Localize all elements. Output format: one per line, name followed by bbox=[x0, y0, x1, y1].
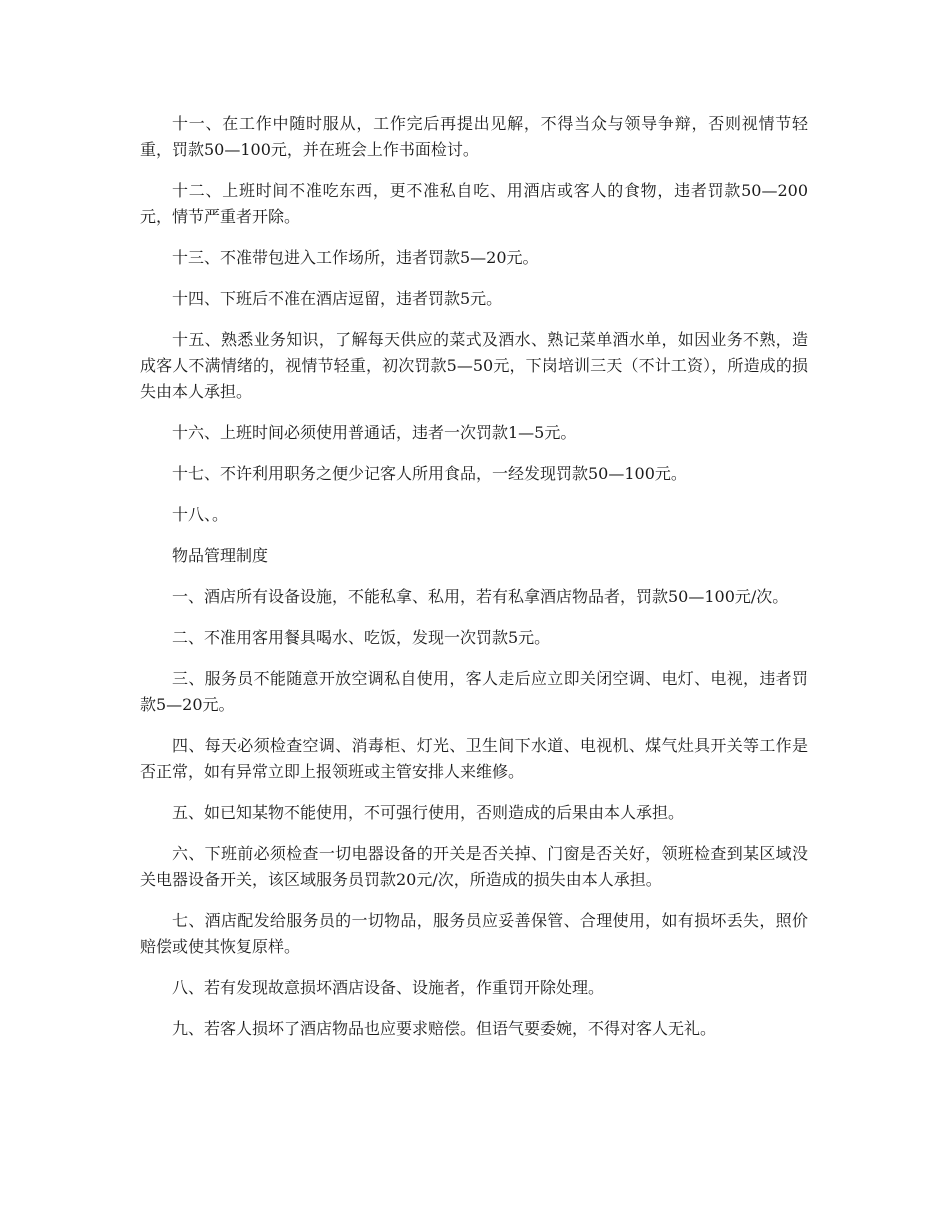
item-rule-4-paragraph: 四、每天必须检查空调、消毒柜、灯光、卫生间下水道、电视机、煤气灶具开关等工作是否正常，如有异常立即上报领班或主管安排人来维修。 bbox=[140, 736, 808, 781]
item-rule-3-paragraph: 三、服务员不能随意开放空调私自使用，客人走后应立即关闭空调、电灯、电视，违者罚款5—20元。 bbox=[140, 669, 808, 714]
document-body bbox=[140, 111, 808, 1057]
rule-13-paragraph: 十三、不准带包进入工作场所，违者罚款5—20元。 bbox=[172, 248, 539, 267]
item-rule-8-paragraph: 八、若有发现故意损坏酒店设备、设施者，作重罚开除处理。 bbox=[172, 978, 605, 997]
rule-14-paragraph: 十四、下班后不准在酒店逗留，违者罚款5元。 bbox=[172, 289, 503, 308]
rule-16-paragraph: 十六、上班时间必须使用普通话，违者一次罚款1—5元。 bbox=[172, 423, 577, 442]
item-rule-7-paragraph: 七、酒店配发给服务员的一切物品，服务员应妥善保管、合理使用，如有损坏丢失，照价赔偿或使其恢复原样。 bbox=[140, 911, 808, 956]
item-rule-2-paragraph: 二、不准用客用餐具喝水、吃饭，发现一次罚款5元。 bbox=[172, 628, 551, 647]
rule-15-paragraph: 十五、熟悉业务知识，了解每天供应的菜式及酒水、熟记菜单酒水单，如因业务不熟，造成客人不满情绪的，视情节轻重，初次罚款5—50元，下岗培训三天（不计工资），所造成的损失由本人承担。 bbox=[140, 330, 808, 401]
item-rule-1-paragraph: 一、酒店所有设备设施，不能私拿、私用，若有私拿酒店物品者，罚款50—100元/次。 bbox=[172, 587, 789, 606]
rule-17-paragraph: 十七、不许利用职务之便少记客人所用食品，一经发现罚款50—100元。 bbox=[172, 464, 687, 483]
rule-12-paragraph: 十二、上班时间不准吃东西，更不准私自吃、用酒店或客人的食物，违者罚款50—200元，情节严重者开除。 bbox=[140, 181, 808, 226]
item-rule-6-paragraph: 六、下班前必须检查一切电器设备的开关是否关掉、门窗是否关好，领班检查到某区域没关电器设备开关，该区域服务员罚款20元/次，所造成的损失由本人承担。 bbox=[140, 844, 808, 889]
rule-11-paragraph: 十一、在工作中随时服从，工作完后再提出见解，不得当众与领导争辩，否则视情节轻重，罚款50—100元，并在班会上作书面检讨。 bbox=[140, 114, 808, 159]
item-rule-9-paragraph: 九、若客人损坏了酒店物品也应要求赔偿。但语气要委婉，不得对客人无礼。 bbox=[172, 1019, 717, 1038]
item-rule-5-paragraph: 五、如已知某物不能使用，不可强行使用，否则造成的后果由本人承担。 bbox=[172, 803, 685, 822]
rule-18-paragraph: 十八、。 bbox=[172, 505, 229, 524]
section-heading: 物品管理制度 bbox=[172, 546, 269, 565]
